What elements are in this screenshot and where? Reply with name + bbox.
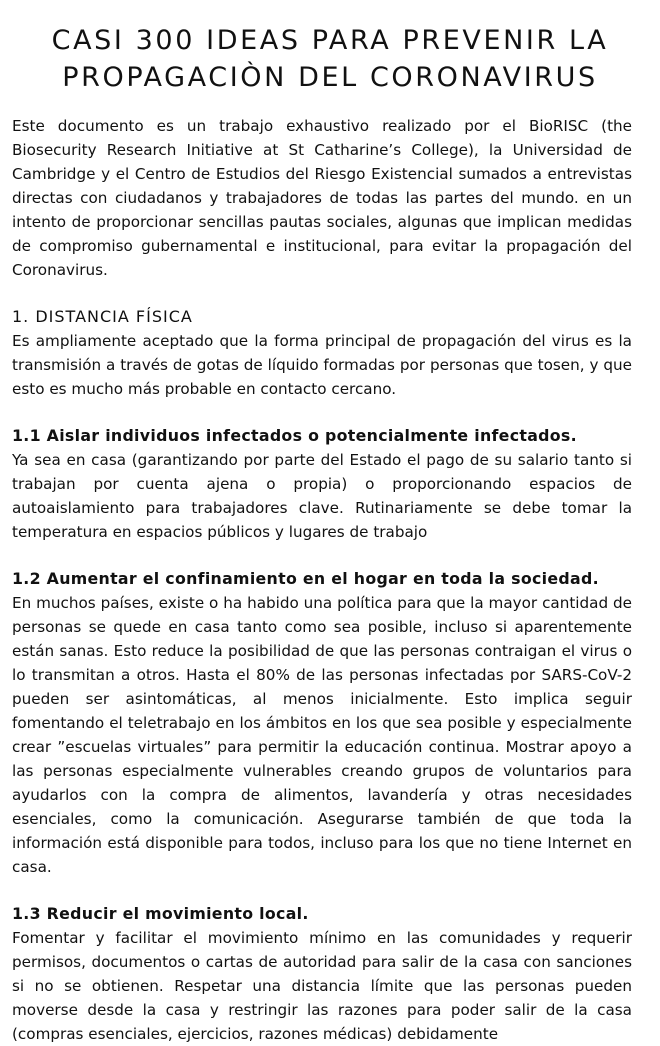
section-1-text: Es ampliamente aceptado que la forma principal de propagación del virus es la transmisión a través de gotas de líquido formadas por personas que tosen, y que esto es mucho más probable en contacto cercano.	[12, 332, 632, 398]
document-body	[12, 114, 632, 1046]
section-1-2-heading: 1.2 Aumentar el confinamiento en el hogar en toda la sociedad.	[12, 569, 599, 588]
spacer	[12, 282, 632, 305]
title-line-1: CASI 300 IDEAS PARA PREVENIR LA	[51, 25, 609, 56]
spacer	[12, 544, 632, 567]
section-1-3-heading: 1.3 Reducir el movimiento local.	[12, 904, 309, 923]
document-title	[0, 22, 660, 96]
spacer	[12, 879, 632, 902]
section-1-2-text: En muchos países, existe o ha habido una política para que la mayor cantidad de personas se quede en casa tanto como sea posible, incluso si aparentemente están sanas. Esto reduce la posibilidad de que las personas contraigan el virus o lo transmitan a otros. Hasta el 80% de las personas infectadas por SARS-CoV-2 pueden ser asintomáticas, al menos inicialmente. Esto implica seguir fomentando el teletrabajo en los ámbitos en los que sea posible y especialmente crear ”escuelas virtuales” para permitir la educación continua. Mostrar apoyo a las personas especialmente vulnerables creando grupos de voluntarios para ayudarlos con la compra de alimentos, lavandería y otras necesidades esenciales, como la comunicación. Asegurarse también de que toda la información está disponible para todos, incluso para los que no tiene Internet en casa.	[12, 594, 632, 876]
section-1-1-heading: 1.1 Aislar individuos infectados o potencialmente infectados.	[12, 426, 577, 445]
title-line-2: PROPAGACIÒN DEL CORONAVIRUS	[62, 62, 598, 93]
section-1-heading: 1. DISTANCIA FÍSICA	[12, 307, 193, 326]
section-1-3-text: Fomentar y facilitar el movimiento mínimo en las comunidades y requerir permisos, documentos o cartas de autoridad para salir de la casa con sanciones si no se obtienen. Respetar una distancia límite que las personas pueden moverse desde la casa y restringir las razones para poder salir de la casa (compras esenciales, ejercicios, razones médicas) debidamente	[12, 929, 632, 1043]
intro-paragraph: Este documento es un trabajo exhaustivo realizado por el BioRISC (the Biosecurity Research Initiative at St Catharine’s College), la Universidad de Cambridge y el Centro de Estudios del Riesgo Existencial sumados a entrevistas directas con ciudadanos y trabajadores de todas las partes del mundo. en un intento de proporcionar sencillas pautas sociales, algunas que implican medidas de compromiso gubernamental e institucional, para evitar la propagación del Coronavirus.	[12, 117, 632, 279]
spacer	[12, 401, 632, 424]
section-1-1-text: Ya sea en casa (garantizando por parte del Estado el pago de su salario tanto si trabajan por cuenta ajena o propia) o proporcionando espacios de autoaislamiento para trabajadores clave. Rutinariamente se debe tomar la temperatura en espacios públicos y lugares de trabajo	[12, 451, 632, 541]
